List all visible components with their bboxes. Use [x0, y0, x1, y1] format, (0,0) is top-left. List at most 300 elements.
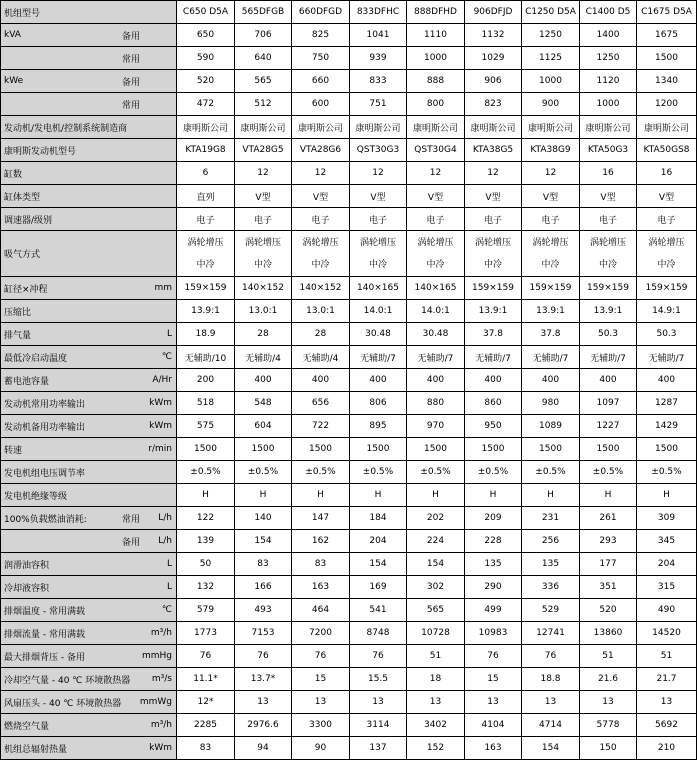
value-line: 涡轮增压 [359, 237, 396, 248]
value-cell: 5778 [580, 714, 637, 737]
model-cell: 565DFGB [235, 1, 292, 24]
value-cell: 13 [465, 691, 522, 714]
value-cell: 1132 [465, 24, 522, 47]
value-cell: 83 [235, 553, 292, 576]
row-label-cell [1, 714, 177, 737]
value-cell: 电子 [407, 208, 465, 231]
value-cell: 14520 [637, 622, 697, 645]
value-cell: 493 [235, 599, 292, 622]
value-cell: 1429 [637, 415, 697, 438]
value-cell: 14.9:1 [637, 300, 697, 323]
value-cell: 13 [637, 691, 697, 714]
row-label-cell [1, 277, 177, 300]
value-cell: 83 [177, 737, 235, 760]
value-cell: VTA28G5 [235, 139, 292, 162]
value-cell: 电子 [465, 208, 522, 231]
value-cell: ±0.5% [177, 461, 235, 484]
spec-row [1, 369, 697, 392]
value-cell: 15 [292, 668, 350, 691]
row-sublabel: 备用 [121, 31, 140, 42]
value-cell: 1000 [407, 47, 465, 70]
row-unit: A/Hr [152, 375, 172, 385]
value-cell: 900 [522, 93, 580, 116]
value-cell: 1400 [580, 24, 637, 47]
value-cell: 400 [235, 369, 292, 392]
value-cell: 823 [465, 93, 522, 116]
spec-row [1, 691, 697, 714]
value-cell: 50.3 [580, 323, 637, 346]
row-label: kWe [4, 76, 24, 86]
value-cell: 康明斯公司 [637, 116, 697, 139]
row-label-cell [1, 208, 177, 231]
value-cell: 1500 [637, 438, 697, 461]
value-cell: 3114 [350, 714, 407, 737]
value-cell: ±0.5% [350, 461, 407, 484]
value-cell: 162 [292, 530, 350, 553]
value-line: 中冷 [426, 259, 445, 270]
value-cell: 722 [292, 415, 350, 438]
row-label-cell [1, 70, 177, 93]
value-cell: 140×165 [407, 277, 465, 300]
spec-row [1, 277, 697, 300]
value-cell: 548 [235, 392, 292, 415]
value-cell: 无辅助/7 [580, 346, 637, 369]
spec-row [1, 530, 697, 553]
spec-row [1, 47, 697, 70]
value-cell: 76 [465, 645, 522, 668]
value-cell: 13.7* [235, 668, 292, 691]
value-cell: 37.8 [522, 323, 580, 346]
value-cell: 1029 [465, 47, 522, 70]
value-cell: 13860 [580, 622, 637, 645]
value-cell: 939 [350, 47, 407, 70]
row-sublabel: 备用 [121, 77, 140, 88]
row-label-cell [1, 438, 177, 461]
value-cell: 122 [177, 507, 235, 530]
model-cell: C1675 D5A [637, 1, 697, 24]
value-cell: 13.9:1 [580, 300, 637, 323]
value-cell: 11.1* [177, 668, 235, 691]
header-row [1, 1, 697, 24]
value-cell: 204 [350, 530, 407, 553]
row-label: 机组总辐射热量 [4, 744, 68, 755]
value-cell: 518 [177, 392, 235, 415]
value-cell: 293 [580, 530, 637, 553]
value-cell: 1041 [350, 24, 407, 47]
row-label-cell [1, 507, 177, 530]
spec-row [1, 415, 697, 438]
value-cell: 50.3 [637, 323, 697, 346]
value-cell: 302 [407, 576, 465, 599]
value-cell: 12 [235, 162, 292, 185]
value-cell: 4104 [465, 714, 522, 737]
value-cell: 50 [177, 553, 235, 576]
value-cell: 336 [522, 576, 580, 599]
spec-row [1, 208, 697, 231]
value-cell: 204 [637, 553, 697, 576]
value-cell: 12 [407, 162, 465, 185]
value-cell: 575 [177, 415, 235, 438]
value-cell: 13 [235, 691, 292, 714]
value-cell: 541 [350, 599, 407, 622]
value-cell: 140×165 [350, 277, 407, 300]
value-cell: ±0.5% [465, 461, 522, 484]
value-cell: 15 [465, 668, 522, 691]
row-sublabel: 备用 [121, 537, 140, 548]
value-cell: ±0.5% [407, 461, 465, 484]
value-cell: 28 [292, 323, 350, 346]
row-label: 风扇压头 - 40 ℃ 环境散热器 [4, 698, 122, 709]
row-label-cell [1, 231, 177, 277]
row-label-cell [1, 622, 177, 645]
value-cell: 159×159 [465, 277, 522, 300]
value-cell: 13.0:1 [292, 300, 350, 323]
value-cell: VTA28G6 [292, 139, 350, 162]
row-label-cell [1, 668, 177, 691]
value-cell: 520 [580, 599, 637, 622]
value-cell: 1287 [637, 392, 697, 415]
value-cell: 950 [465, 415, 522, 438]
spec-row [1, 645, 697, 668]
spec-row [1, 93, 697, 116]
row-label: 压缩比 [4, 307, 32, 318]
row-label: 冷却空气量 - 40 ℃ 环境散热器 [4, 675, 131, 686]
header-label-cell [1, 1, 177, 24]
value-cell: 159×159 [177, 277, 235, 300]
spec-row [1, 162, 697, 185]
value-cell: 康明斯公司 [177, 116, 235, 139]
value-cell: 400 [637, 369, 697, 392]
model-cell: 660DFGD [292, 1, 350, 24]
value-cell [580, 231, 637, 277]
value-cell: 345 [637, 530, 697, 553]
row-label: 缸体类型 [4, 192, 41, 203]
row-label: 发电机绝缘等级 [4, 491, 68, 502]
value-cell: 888 [407, 70, 465, 93]
value-cell: 83 [292, 553, 350, 576]
spec-row [1, 576, 697, 599]
value-cell: 30.48 [350, 323, 407, 346]
value-line: 中冷 [657, 259, 676, 270]
value-cell: 无辅助/7 [465, 346, 522, 369]
value-cell: 16 [580, 162, 637, 185]
value-cell: 400 [522, 369, 580, 392]
row-unit: L [166, 329, 172, 339]
value-cell: 12 [465, 162, 522, 185]
value-cell: H [407, 484, 465, 507]
value-cell: V型 [637, 185, 697, 208]
row-label-cell [1, 162, 177, 185]
value-cell: KTA19G8 [177, 139, 235, 162]
value-cell: 无辅助/4 [235, 346, 292, 369]
row-label: 发动机备用功率输出 [4, 422, 86, 433]
row-unit: m³/h [150, 628, 172, 638]
value-cell: 231 [522, 507, 580, 530]
value-cell: 472 [177, 93, 235, 116]
value-cell: 1773 [177, 622, 235, 645]
value-cell: 154 [235, 530, 292, 553]
value-line: 涡轮增压 [532, 237, 569, 248]
value-cell: 400 [465, 369, 522, 392]
value-cell: 590 [177, 47, 235, 70]
value-cell: 184 [350, 507, 407, 530]
spec-row [1, 484, 697, 507]
value-cell: 600 [292, 93, 350, 116]
value-cell: 1500 [465, 438, 522, 461]
value-cell: 12741 [522, 622, 580, 645]
value-cell: V型 [580, 185, 637, 208]
row-sublabel: 常用 [121, 514, 140, 525]
value-cell: 电子 [292, 208, 350, 231]
value-cell: 315 [637, 576, 697, 599]
value-cell: 202 [407, 507, 465, 530]
value-cell: 159×159 [637, 277, 697, 300]
value-cell [522, 231, 580, 277]
row-label-cell [1, 24, 177, 47]
value-cell: 3402 [407, 714, 465, 737]
value-cell: H [580, 484, 637, 507]
value-cell: 无辅助/7 [637, 346, 697, 369]
value-cell: QST30G4 [407, 139, 465, 162]
value-cell: 康明斯公司 [522, 116, 580, 139]
value-cell: 13.9:1 [522, 300, 580, 323]
value-cell: 660 [292, 70, 350, 93]
value-line: 涡轮增压 [187, 237, 224, 248]
value-cell: 10983 [465, 622, 522, 645]
value-cell: 电子 [522, 208, 580, 231]
value-cell: 980 [522, 392, 580, 415]
spec-row [1, 185, 697, 208]
row-label-cell [1, 93, 177, 116]
row-label-cell [1, 645, 177, 668]
value-cell: 无辅助/4 [292, 346, 350, 369]
row-label: 转速 [4, 445, 23, 456]
value-cell: 1120 [580, 70, 637, 93]
value-cell: 970 [407, 415, 465, 438]
row-label: 缸数 [4, 169, 23, 180]
value-cell: 137 [350, 737, 407, 760]
spec-row [1, 461, 697, 484]
value-cell [292, 231, 350, 277]
value-cell: 4714 [522, 714, 580, 737]
row-label-cell [1, 116, 177, 139]
value-cell: 1500 [350, 438, 407, 461]
value-line: 涡轮增压 [648, 237, 685, 248]
value-cell: 163 [292, 576, 350, 599]
value-cell: 1000 [522, 70, 580, 93]
value-cell: 520 [177, 70, 235, 93]
value-cell: 579 [177, 599, 235, 622]
value-cell: 400 [580, 369, 637, 392]
value-cell: 无辅助/7 [350, 346, 407, 369]
value-cell: H [235, 484, 292, 507]
value-line: 中冷 [483, 259, 502, 270]
value-cell: ±0.5% [637, 461, 697, 484]
value-cell: 1500 [177, 438, 235, 461]
row-unit: mmWg [139, 697, 172, 707]
value-cell: 12 [350, 162, 407, 185]
value-cell: 1227 [580, 415, 637, 438]
value-cell: H [292, 484, 350, 507]
value-cell: 860 [465, 392, 522, 415]
row-label-cell [1, 139, 177, 162]
value-cell: 1200 [637, 93, 697, 116]
value-cell: 261 [580, 507, 637, 530]
value-cell: 147 [292, 507, 350, 530]
row-label-cell [1, 461, 177, 484]
value-cell: 13.9:1 [177, 300, 235, 323]
value-cell: 140×152 [235, 277, 292, 300]
row-label: 润滑油容积 [4, 560, 50, 571]
value-cell: 51 [637, 645, 697, 668]
model-cell: C1250 D5A [522, 1, 580, 24]
value-cell [407, 231, 465, 277]
value-cell: 76 [522, 645, 580, 668]
row-label-cell [1, 553, 177, 576]
row-label-cell [1, 185, 177, 208]
row-label: 100%负载燃油消耗: [4, 514, 87, 525]
value-cell: ±0.5% [522, 461, 580, 484]
value-cell: 159×159 [580, 277, 637, 300]
spec-row [1, 24, 697, 47]
row-label-cell [1, 392, 177, 415]
value-line: 中冷 [196, 259, 215, 270]
value-cell: 康明斯公司 [465, 116, 522, 139]
row-unit: m³/s [151, 674, 172, 684]
value-cell: 康明斯公司 [292, 116, 350, 139]
value-cell: KTA50G3 [580, 139, 637, 162]
value-cell: 1500 [580, 438, 637, 461]
value-cell: 1250 [522, 24, 580, 47]
row-label: 发动机常用功率输出 [4, 399, 86, 410]
value-cell: 10728 [407, 622, 465, 645]
row-label: 缸径×冲程 [4, 284, 48, 295]
value-cell [637, 231, 697, 277]
row-label: 康明斯发动机型号 [4, 146, 77, 157]
value-cell: 电子 [580, 208, 637, 231]
value-cell: 209 [465, 507, 522, 530]
value-cell: 电子 [177, 208, 235, 231]
row-label-cell [1, 530, 177, 553]
value-cell: V型 [522, 185, 580, 208]
row-label: 最大排烟背压 - 备用 [4, 652, 85, 663]
row-sublabel: 常用 [121, 100, 140, 111]
value-line: 涡轮增压 [474, 237, 511, 248]
row-label: 吸气方式 [4, 250, 41, 260]
value-cell: 76 [350, 645, 407, 668]
value-cell: 512 [235, 93, 292, 116]
value-cell: KTA50GS8 [637, 139, 697, 162]
header-label: 机组型号 [4, 8, 41, 19]
value-cell: 5692 [637, 714, 697, 737]
value-cell: 200 [177, 369, 235, 392]
value-cell: 18.9 [177, 323, 235, 346]
row-label-cell [1, 369, 177, 392]
spec-row [1, 116, 697, 139]
value-cell: 833 [350, 70, 407, 93]
value-line: 涡轮增压 [417, 237, 454, 248]
value-cell [350, 231, 407, 277]
row-label: 调速器/级别 [4, 215, 53, 226]
row-label-cell [1, 300, 177, 323]
value-cell: H [522, 484, 580, 507]
spec-row [1, 737, 697, 760]
value-cell: 210 [637, 737, 697, 760]
value-cell: 8748 [350, 622, 407, 645]
value-line: 中冷 [368, 259, 387, 270]
value-cell: 139 [177, 530, 235, 553]
value-cell: 13 [292, 691, 350, 714]
value-line: 涡轮增压 [302, 237, 339, 248]
value-cell: 565 [407, 599, 465, 622]
value-cell: 37.8 [465, 323, 522, 346]
value-cell: ±0.5% [292, 461, 350, 484]
value-cell: KTA38G5 [465, 139, 522, 162]
spec-row [1, 139, 697, 162]
value-cell: 228 [465, 530, 522, 553]
row-unit: L/h [158, 513, 172, 523]
value-cell: 706 [235, 24, 292, 47]
value-cell: 159×159 [522, 277, 580, 300]
value-cell: 1110 [407, 24, 465, 47]
spec-row [1, 507, 697, 530]
value-cell: 30.48 [407, 323, 465, 346]
value-cell: KTA38G9 [522, 139, 580, 162]
value-cell: 750 [292, 47, 350, 70]
row-label: 冷却液容积 [4, 583, 50, 594]
value-cell: 351 [580, 576, 637, 599]
value-cell: 400 [407, 369, 465, 392]
row-label-cell [1, 484, 177, 507]
value-cell: 电子 [235, 208, 292, 231]
value-cell: 76 [292, 645, 350, 668]
value-cell: 2285 [177, 714, 235, 737]
value-cell: 1089 [522, 415, 580, 438]
value-cell: 康明斯公司 [580, 116, 637, 139]
value-cell: 28 [235, 323, 292, 346]
row-label-cell [1, 599, 177, 622]
value-cell: 1097 [580, 392, 637, 415]
value-cell: 565 [235, 70, 292, 93]
value-cell: 51 [407, 645, 465, 668]
value-cell: 656 [292, 392, 350, 415]
value-cell: ±0.5% [235, 461, 292, 484]
value-cell: QST30G3 [350, 139, 407, 162]
row-unit: r/min [148, 444, 172, 454]
value-cell: 140 [235, 507, 292, 530]
value-cell: 76 [177, 645, 235, 668]
value-cell: 1500 [292, 438, 350, 461]
spec-row [1, 714, 697, 737]
value-cell: 1250 [580, 47, 637, 70]
value-cell: 7153 [235, 622, 292, 645]
value-cell: 无辅助/10 [177, 346, 235, 369]
value-cell: 604 [235, 415, 292, 438]
row-label-cell [1, 737, 177, 760]
value-cell: 650 [177, 24, 235, 47]
value-cell: H [350, 484, 407, 507]
value-cell: 3300 [292, 714, 350, 737]
spec-row [1, 553, 697, 576]
value-cell: V型 [235, 185, 292, 208]
row-label-cell [1, 323, 177, 346]
row-unit: mm [154, 283, 172, 293]
value-cell: 13 [407, 691, 465, 714]
row-label-cell [1, 576, 177, 599]
model-cell: 888DFHD [407, 1, 465, 24]
value-cell: V型 [350, 185, 407, 208]
value-cell: 163 [465, 737, 522, 760]
